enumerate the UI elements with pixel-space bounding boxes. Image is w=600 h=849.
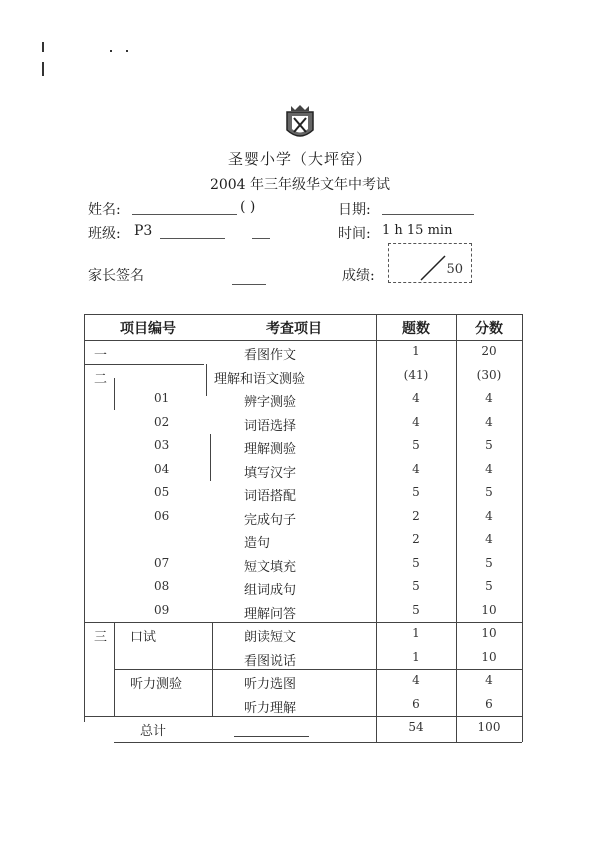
table-total-score: 100 <box>477 720 501 734</box>
table-code-cell: 02 <box>154 414 170 429</box>
scan-speck <box>42 42 44 52</box>
table-score-cell: 5 <box>485 555 493 570</box>
table-item-cell: 组词成句 <box>244 583 297 598</box>
table-score-cell: 4 <box>485 508 493 523</box>
table-score-cell: 4 <box>485 461 493 476</box>
table-score-cell: 4 <box>485 532 493 546</box>
table-section-cell: 二 <box>94 371 108 387</box>
table-item-cell: 完成句子 <box>244 512 297 528</box>
table-count-cell: 2 <box>412 532 420 546</box>
table-header-cell: 考查项目 <box>266 321 322 337</box>
table-score-cell: 10 <box>481 602 497 617</box>
table-count-cell: 1 <box>412 626 420 640</box>
table-bottom-border <box>114 742 522 743</box>
table-score-cell: 4 <box>485 414 493 429</box>
table-item-cell: 词语搭配 <box>244 489 297 504</box>
score-label: 成绩: <box>342 268 375 284</box>
table-item-cell: 词语选择 <box>244 418 297 434</box>
date-label: 日期: <box>338 202 371 218</box>
table-count-cell: 1 <box>412 649 420 664</box>
table-right-border <box>522 314 523 742</box>
table-score-cell: 5 <box>485 485 493 499</box>
table-score-cell: 4 <box>485 673 493 687</box>
school-name: 圣婴小学（大坪窑） <box>227 150 372 168</box>
table-count-cell: 4 <box>412 673 420 687</box>
school-crest-icon <box>283 104 317 144</box>
table-score-cell: 6 <box>485 696 493 711</box>
table-code-cell: 01 <box>154 391 170 405</box>
table-item-cell: 理解问答 <box>244 606 297 622</box>
table-section-cell: 三 <box>94 630 108 645</box>
table-code-cell: 08 <box>154 579 170 593</box>
table-section-cell: 一 <box>94 348 108 363</box>
class-field[interactable] <box>160 238 225 239</box>
scan-speck <box>126 50 128 52</box>
table-col-divider <box>206 364 207 397</box>
table-code-cell: 06 <box>154 508 170 523</box>
table-item-cell: 朗读短文 <box>244 630 297 645</box>
table-code-cell: 09 <box>154 602 170 617</box>
table-left-border <box>84 314 85 722</box>
table-row-divider <box>114 669 522 670</box>
table-item-cell: 造句 <box>244 536 271 551</box>
table-code-cell: 05 <box>154 485 170 499</box>
table-score-cell: 10 <box>481 649 497 664</box>
table-col-divider <box>376 314 377 742</box>
scan-speck <box>42 62 44 76</box>
table-score-cell: (30) <box>476 367 502 382</box>
table-count-cell: 1 <box>412 344 420 358</box>
table-total-count: 54 <box>408 720 424 734</box>
exam-title: 2004 年三年级华文年中考试 <box>209 177 391 193</box>
table-header-cell: 题数 <box>402 321 430 337</box>
scan-speck <box>110 50 112 52</box>
class-value: P3 <box>134 223 153 239</box>
table-col-divider <box>456 314 457 742</box>
score-box[interactable] <box>388 243 472 283</box>
class-number-field[interactable]: ( ) <box>240 199 256 215</box>
table-item-cell: 听力理解 <box>244 700 297 716</box>
table-count-cell: 2 <box>412 508 420 523</box>
table-score-cell: 10 <box>481 626 497 640</box>
name-label: 姓名: <box>88 202 121 218</box>
parent-signature-label: 家长签名 <box>88 268 144 284</box>
table-header-cell: 分数 <box>475 321 503 337</box>
table-row-divider <box>84 364 204 365</box>
table-score-cell: 5 <box>485 579 493 593</box>
table-score-cell: 20 <box>481 344 497 358</box>
table-code-cell: 04 <box>154 461 170 476</box>
table-item-cell: 理解测验 <box>244 442 297 457</box>
class-label: 班级: <box>88 226 121 242</box>
table-section-divider <box>114 378 115 411</box>
table-count-cell: 5 <box>412 602 420 617</box>
table-code-cell: 口试 <box>130 630 157 645</box>
table-score-cell: 4 <box>485 391 493 405</box>
table-score-cell: 5 <box>485 438 493 452</box>
table-count-cell: 5 <box>412 438 420 452</box>
exam-structure-table <box>84 314 522 747</box>
table-count-cell: (41) <box>403 367 429 382</box>
date-field[interactable] <box>382 214 474 215</box>
table-count-cell: 4 <box>412 391 420 405</box>
table-item-cell: 填写汉字 <box>244 465 297 481</box>
table-header-cell: 项目编号 <box>120 321 176 337</box>
table-count-cell: 4 <box>412 414 420 429</box>
table-count-cell: 5 <box>412 555 420 570</box>
table-count-cell: 5 <box>412 485 420 499</box>
table-item-cell: 听力选图 <box>244 677 297 692</box>
parent-signature-field[interactable] <box>232 284 266 285</box>
table-count-cell: 6 <box>412 696 420 711</box>
table-code-cell: 听力测验 <box>130 677 183 692</box>
table-code-cell: 07 <box>154 555 170 570</box>
table-item-cell: 短文填充 <box>244 559 297 575</box>
table-code-cell: 03 <box>154 438 170 452</box>
table-item-cell: 看图说话 <box>244 653 297 669</box>
score-total: 50 <box>446 262 463 277</box>
table-col-divider <box>210 434 211 481</box>
name-field[interactable] <box>132 214 237 215</box>
table-total-label: 总计 <box>140 724 167 739</box>
table-item-cell: 理解和语文测验 <box>214 371 306 387</box>
table-item-cell: 辨字测验 <box>244 395 297 410</box>
time-label: 时间: <box>338 226 371 242</box>
table-total-blank <box>234 736 309 737</box>
table-row-divider <box>84 622 522 623</box>
table-count-cell: 5 <box>412 579 420 593</box>
class-field-extra <box>252 238 270 239</box>
table-item-cell: 看图作文 <box>244 348 297 363</box>
table-count-cell: 4 <box>412 461 420 476</box>
time-value: 1 h 15 min <box>382 223 453 238</box>
